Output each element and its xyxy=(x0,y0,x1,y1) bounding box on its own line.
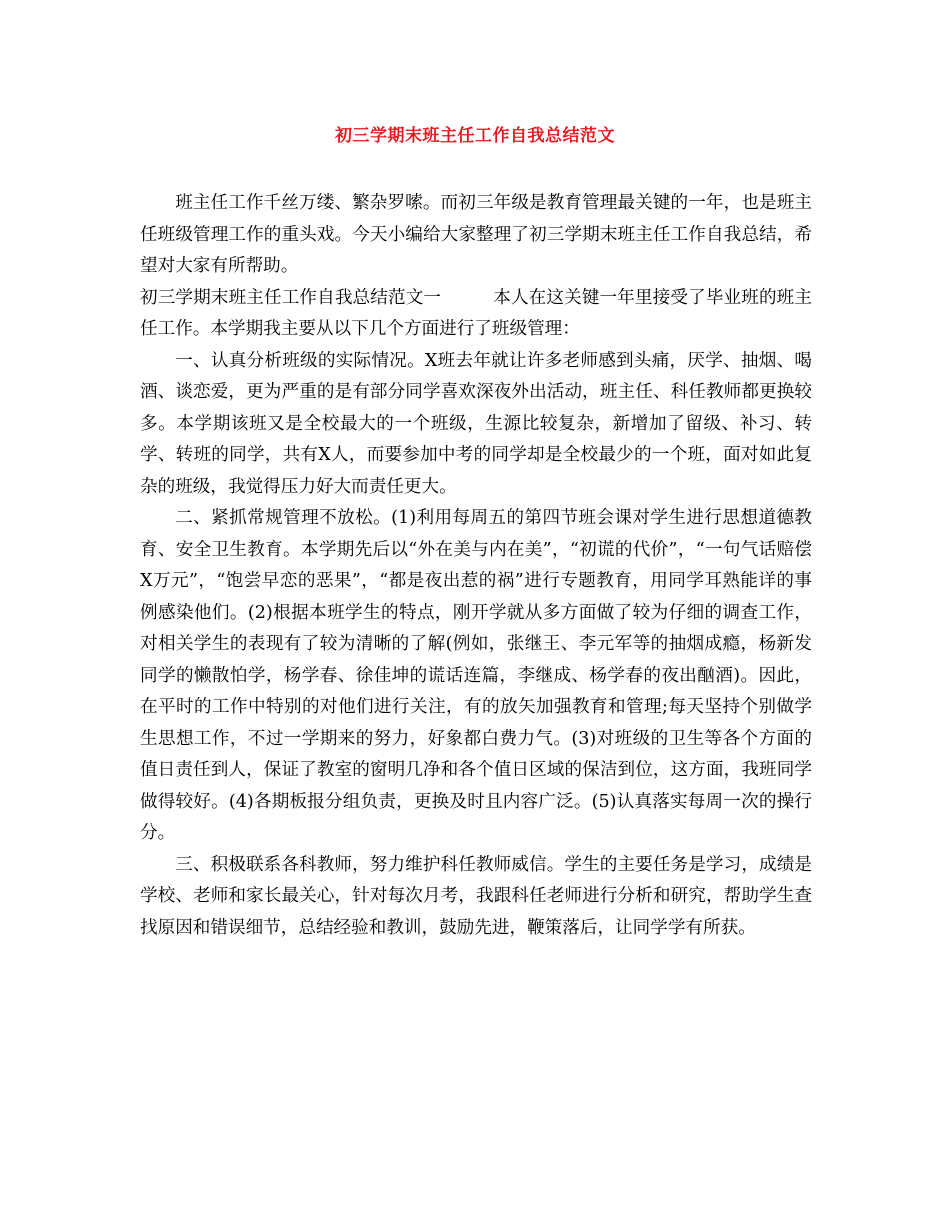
section-three-paragraph: 三、积极联系各科教师，努力维护科任教师威信。学生的主要任务是学习，成绩是学校、老师和家长最关心，针对每次月考，我跟科任老师进行分析和研究，帮助学生查找原因和错误细节，总结经验和教训，鼓励先进，鞭策落后，让同学学有所获。 xyxy=(140,854,812,938)
section-two-paragraph: 二、紧抓常规管理不放松。(1)利用每周五的第四节班会课对学生进行思想道德教育、安全卫生教育。本学期先后以“外在美与内在美”，“初谎的代价”，“一句气话赔偿X万元”，“饱尝早恋的恶果”，“都是夜出惹的祸”进行专题教育，用同学耳熟能详的事例感染他们。(2)根据本班学生的特点，刚开学就从多方面做了较为仔细的调查工作，对相关学生的表现有了较为清晰的了解(例如，张继王、李元军等的抽烟成瘾，杨新发同学的懒散怕学，杨学春、徐佳坤的谎话连篇，李继成、杨学春的夜出酗酒)。因此，在平时的工作中特别的对他们进行关注，有的放矢加强教育和管理;每天坚持个别做学生思想工作，不过一学期来的努力，好象都白费力气。(3)对班级的卫生等各个方面的值日责任到人，保证了教室的窗明几净和各个值日区域的保洁到位，这方面，我班同学做得较好。(4)各期板报分组负责，更换及时且内容广泛。(5)认真落实每周一次的操行分。 xyxy=(140,508,812,843)
intro-paragraph: 班主任工作千丝万缕、繁杂罗嗦。而初三年级是教育管理最关键的一年，也是班主任班级管理工作的重头戏。今天小编给大家整理了初三学期末班主任工作自我总结，希望对大家有所帮助。 xyxy=(140,193,812,276)
document-title: 初三学期末班主任工作自我总结范文 xyxy=(335,126,615,146)
subtitle-paragraph xyxy=(140,283,812,346)
section-one-paragraph: 一、认真分析班级的实际情况。X班去年就让许多老师感到头痛，厌学、抽烟、喝酒、谈恋爱，更为严重的是有部分同学喜欢深夜外出活动，班主任、科任教师都更换较多。本学期该班又是全校最大的一个班级，生源比较复杂，新增加了留级、补习、转学、转班的同学，共有X人，而要参加中考的同学却是全校最少的一个班，面对如此复杂的班级，我觉得压力好大而责任更大。 xyxy=(140,350,812,497)
subtitle-text: 初三学期末班主任工作自我总结范文一 xyxy=(140,287,442,308)
document-body xyxy=(140,188,812,944)
subtitle-continuation-text: 本人在这关键一年里接受了毕业班的班主任工作。本学期我主要从以下几个方面进行了班级管理： xyxy=(140,287,812,339)
